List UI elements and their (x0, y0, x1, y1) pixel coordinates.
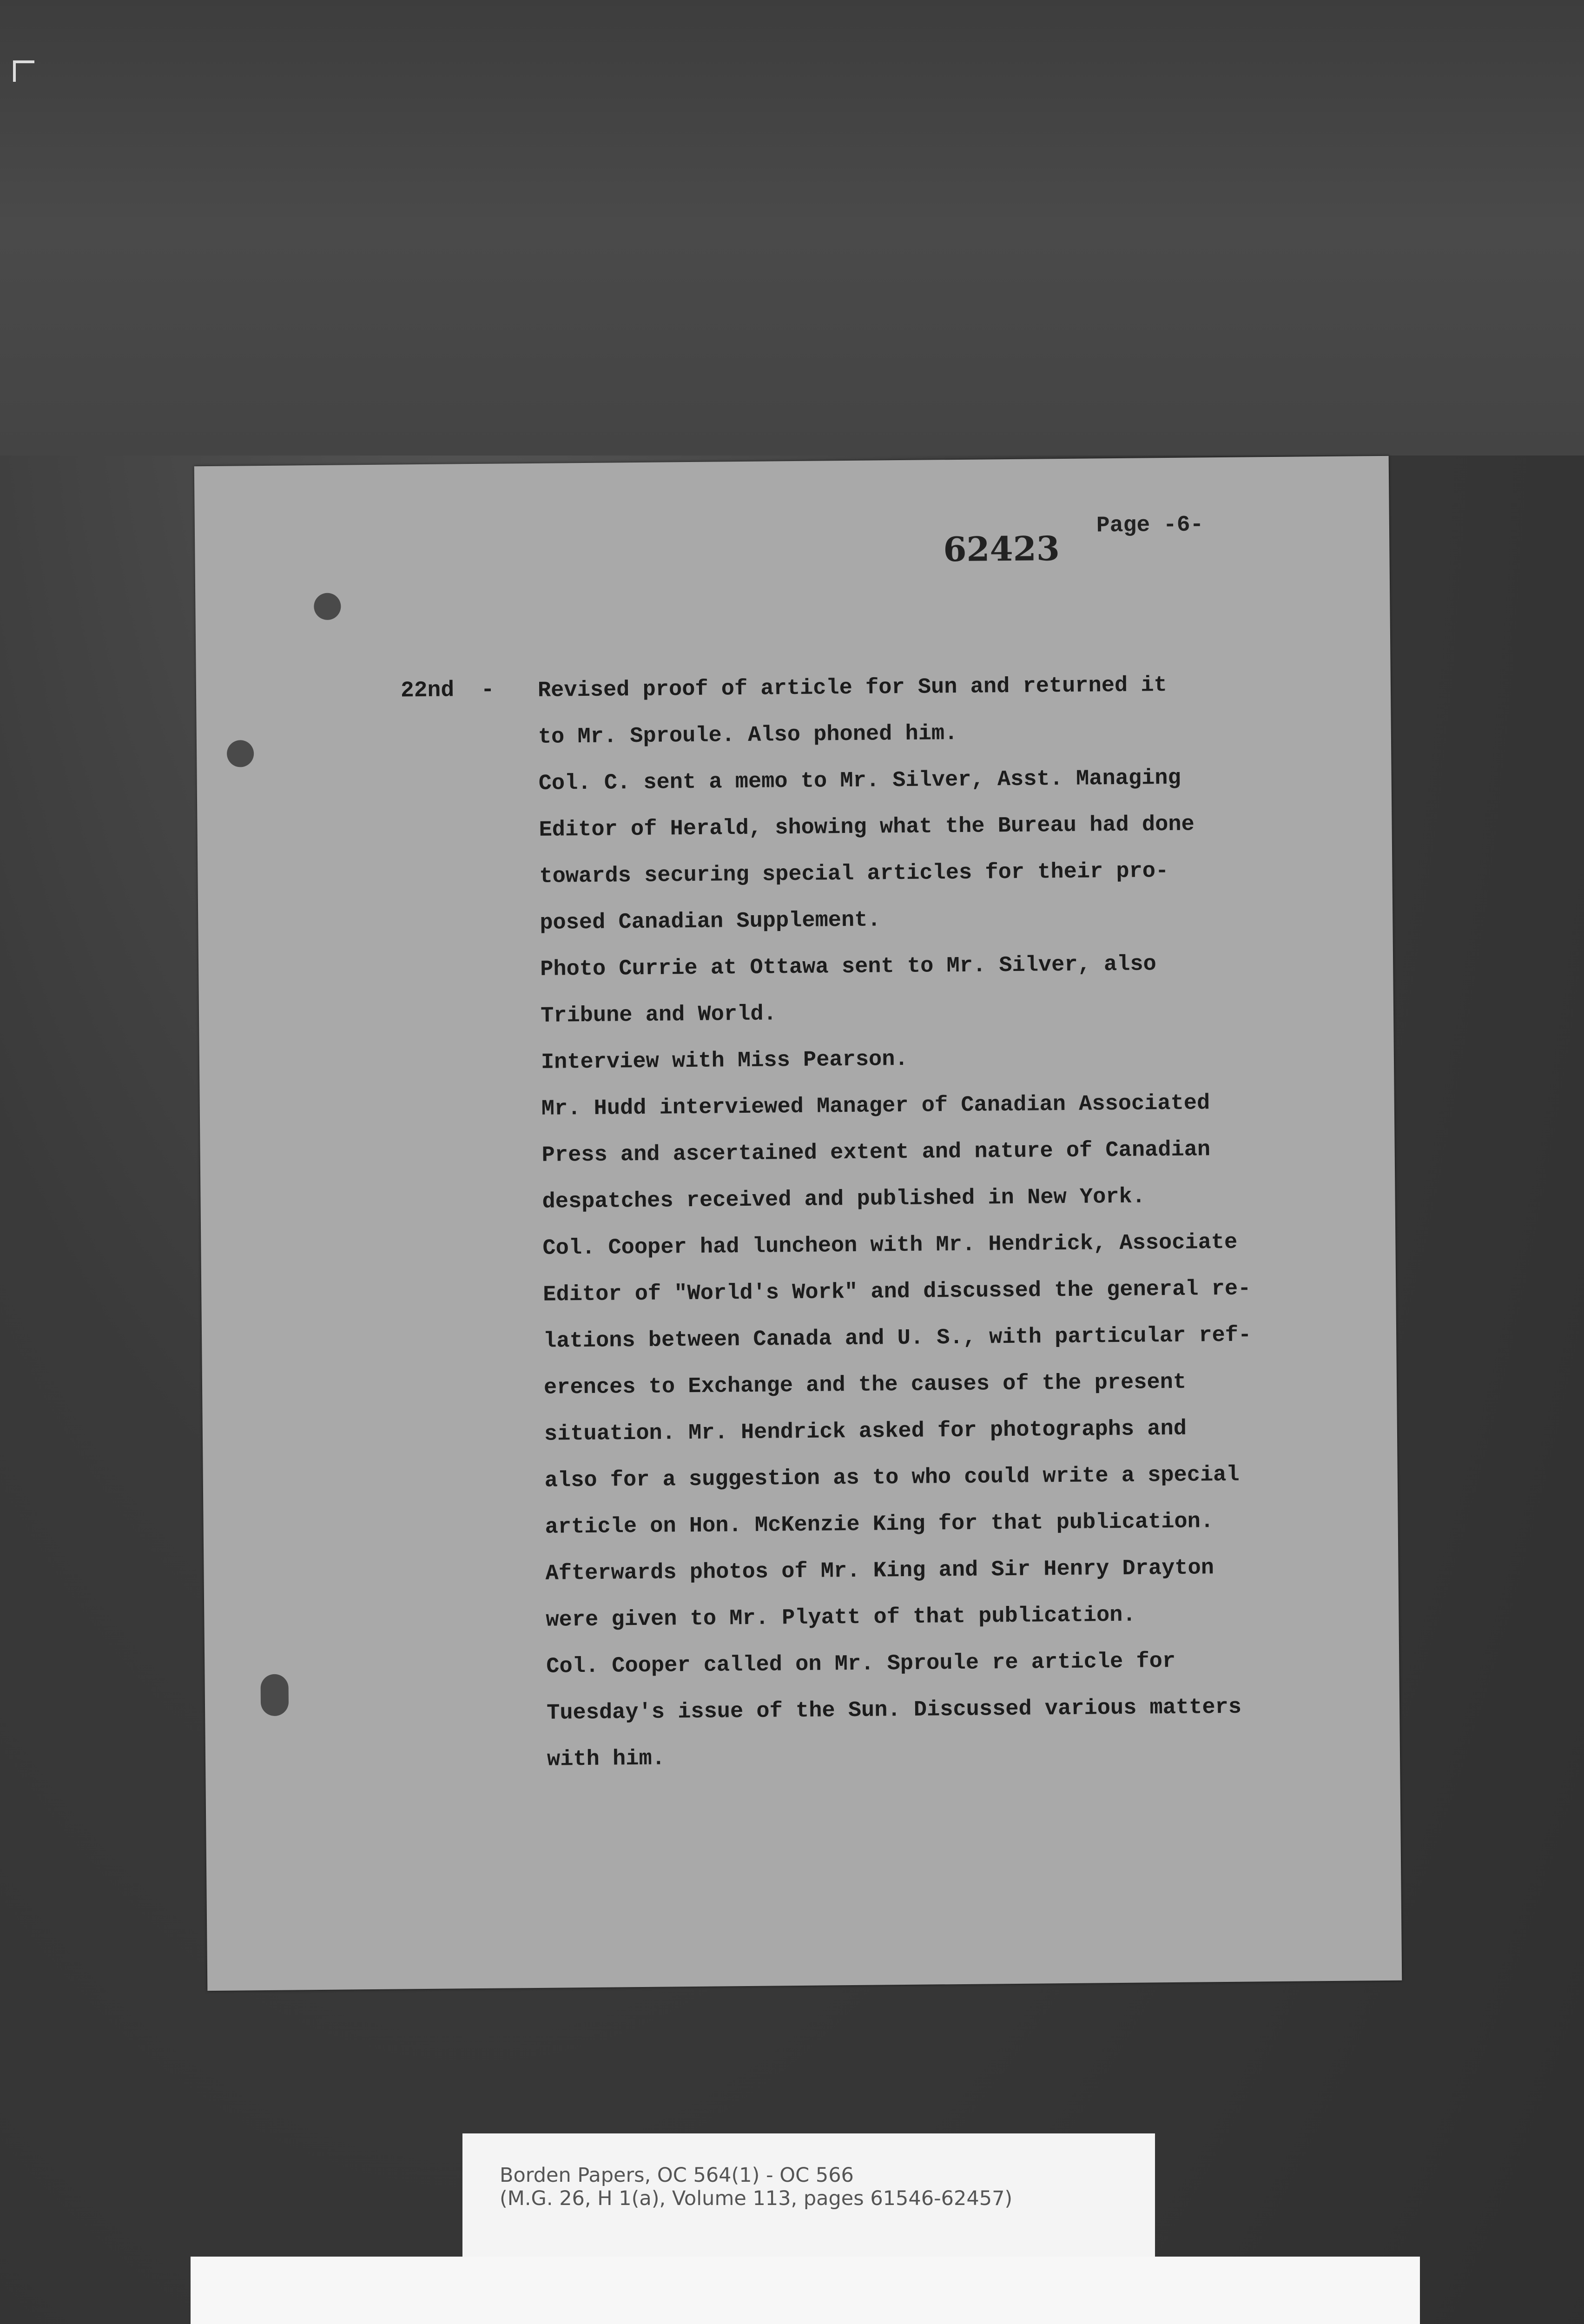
reference-line: (M.G. 26, H 1(a), Volume 113, pages 61546-62457) (500, 2187, 1013, 2210)
microfilm-top-area (0, 0, 1584, 456)
frame-corner-mark (13, 60, 34, 82)
archives-banner (191, 2257, 1420, 2324)
text-line: were given to Mr. Plyatt of that publication. (546, 1603, 1136, 1633)
text-line: Photo Currie at Ottawa sent to Mr. Silver, also (540, 952, 1157, 982)
text-line: Editor of "World's Work" and discussed the general re- (543, 1276, 1251, 1307)
document-body (538, 660, 1375, 1783)
document-number: 62423 (943, 528, 1060, 569)
text-line: towards securing special articles for their pro- (539, 859, 1169, 889)
text-line: despatches received and published in New York. (542, 1184, 1146, 1215)
text-line: Col. Cooper called on Mr. Sproule re article for (546, 1649, 1176, 1679)
text-line: Interview with Miss Pearson. (541, 1047, 908, 1075)
text-line: Afterwards photos of Mr. King and Sir Henry Drayton (545, 1556, 1214, 1586)
punch-hole (314, 593, 341, 621)
text-line: with him. (547, 1746, 666, 1772)
text-line: Col. C. sent a memo to Mr. Silver, Asst. Managing (538, 766, 1181, 796)
document-page (194, 456, 1402, 1991)
text-line: posed Canadian Supplement. (540, 908, 881, 936)
text-line: Revised proof of article for Sun and returned it (537, 673, 1167, 703)
punch-hole (260, 1674, 289, 1717)
text-line: Mr. Hudd interviewed Manager of Canadian Associated (541, 1091, 1210, 1122)
text-line: Col. Cooper had luncheon with Mr. Hendrick, Associate (542, 1230, 1238, 1261)
text-line: Tribune and World. (540, 1002, 777, 1029)
text-line: article on Hon. McKenzie King for that publication. (545, 1509, 1214, 1540)
entry-date: 22nd - (400, 677, 495, 704)
text-line: also for a suggestion as to who could write a special (544, 1462, 1240, 1493)
text-line: erences to Exchange and the causes of the present (543, 1370, 1187, 1400)
text-line: situation. Mr. Hendrick asked for photographs and (544, 1416, 1187, 1447)
text-line: lations between Canada and U. S., with particular ref- (543, 1323, 1252, 1354)
text-line: Press and ascertained extent and nature of Canadian (541, 1137, 1211, 1168)
text-line: Tuesday's issue of the Sun. Discussed various matters (546, 1695, 1242, 1726)
reference-line: Borden Papers, OC 564(1) - OC 566 (500, 2164, 854, 2187)
text-line: to Mr. Sproule. Also phoned him. (538, 721, 958, 750)
page-number: Page -6- (1096, 512, 1204, 539)
text-line: Editor of Herald, showing what the Bureau had done (539, 812, 1195, 843)
punch-hole (227, 740, 254, 767)
